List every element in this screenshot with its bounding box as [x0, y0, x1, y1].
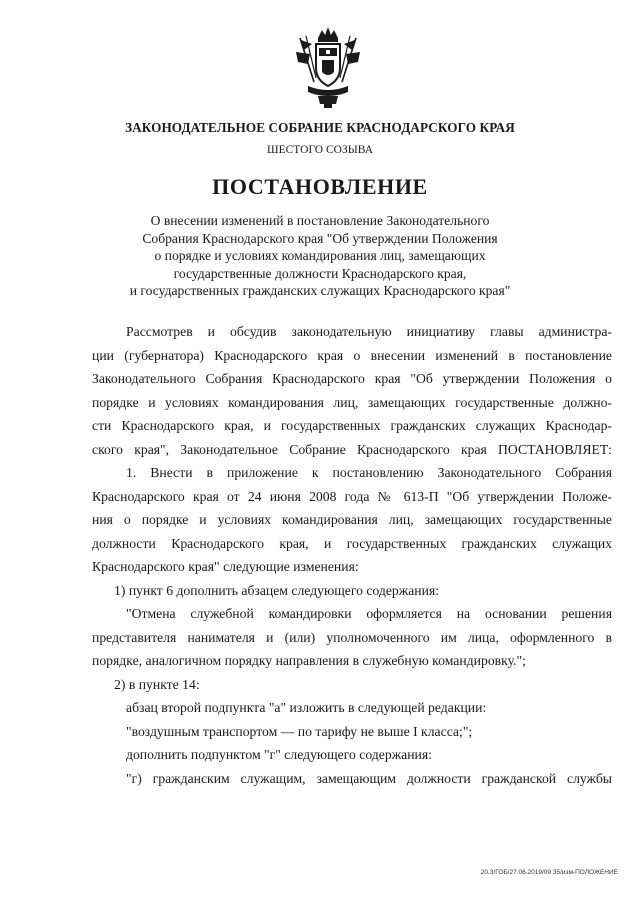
body-line: ния о порядке и условиях командирования лиц, замещающих государственные: [92, 512, 612, 527]
body-line: ского края", Законодательное Собрание Краснодарского края ПОСТАНОВЛЯЕТ:: [92, 441, 612, 457]
body-line: сти Краснодарского края, и государственных гражданских служащих Краснодар-: [92, 418, 612, 433]
body-line: ции (губернатора) Краснодарского края о внесении изменений в постановление: [92, 347, 612, 363]
body-line: "воздушным транспортом — по тарифу не выше I класса;";: [126, 723, 473, 739]
body-line: порядке, аналогичном порядку направления в служебную командировку.";: [92, 653, 526, 668]
document-footer-code: 20.3/ГОБ/27.06.2019/09 35/изм-ПОЛОЖЕНИЕ: [480, 869, 618, 876]
body-line: Краснодарского края" следующие изменения:: [92, 559, 359, 574]
body-line: Законодательного Собрания Краснодарского края "Об утверждении Положения о: [92, 371, 612, 386]
body-line: представителя нанимателя и (или) уполномоченного им лица, оформленного в: [92, 629, 612, 645]
convocation-label: ШЕСТОГО СОЗЫВА: [266, 144, 374, 156]
body-line: Краснодарского края от 24 июня 2008 года № 613-П "Об утверждении Положе-: [92, 488, 612, 504]
body-line: 1) пункт 6 дополнить абзацем следующего содержания:: [114, 582, 440, 598]
body-line: "г) гражданским служащим, замещающим должности гражданской службы: [126, 770, 612, 786]
body-line: должности Краснодарского края, и государственных гражданских служащих: [92, 535, 612, 551]
body-line: 2) в пункте 14:: [114, 676, 200, 692]
subject-line: Собрания Краснодарского края "Об утверждении Положения: [142, 230, 498, 246]
subject-line: и государственных гражданских служащих Краснодарского края": [129, 283, 511, 298]
body-line: порядке и условиях командирования лиц, замещающих государственные должно-: [92, 394, 612, 410]
subject-line: о порядке и условиях командирования лиц, замещающих: [154, 248, 486, 263]
document-body: [92, 320, 612, 790]
body-line: дополнить подпунктом "г" следующего содержания:: [126, 747, 432, 762]
assembly-name: ЗАКОНОДАТЕЛЬНОЕ СОБРАНИЕ КРАСНОДАРСКОГО КРАЯ: [125, 120, 515, 135]
body-line: Рассмотрев и обсудив законодательную инициативу главы администра-: [126, 324, 612, 339]
body-line: "Отмена служебной командировки оформляется на основании решения: [126, 606, 612, 621]
document-type-title: ПОСТАНОВЛЕНИЕ: [212, 174, 428, 199]
subject-line: государственные должности Краснодарского края,: [173, 265, 467, 281]
coat-of-arms-icon: [292, 24, 364, 110]
subject-line: О внесении изменений в постановление Законодательного: [150, 213, 490, 228]
body-line: абзац второй подпункта "а" изложить в следующей редакции:: [126, 700, 487, 715]
body-line: 1. Внести в приложение к постановлению Законодательного Собрания: [126, 465, 612, 480]
document-subject: [0, 212, 640, 300]
